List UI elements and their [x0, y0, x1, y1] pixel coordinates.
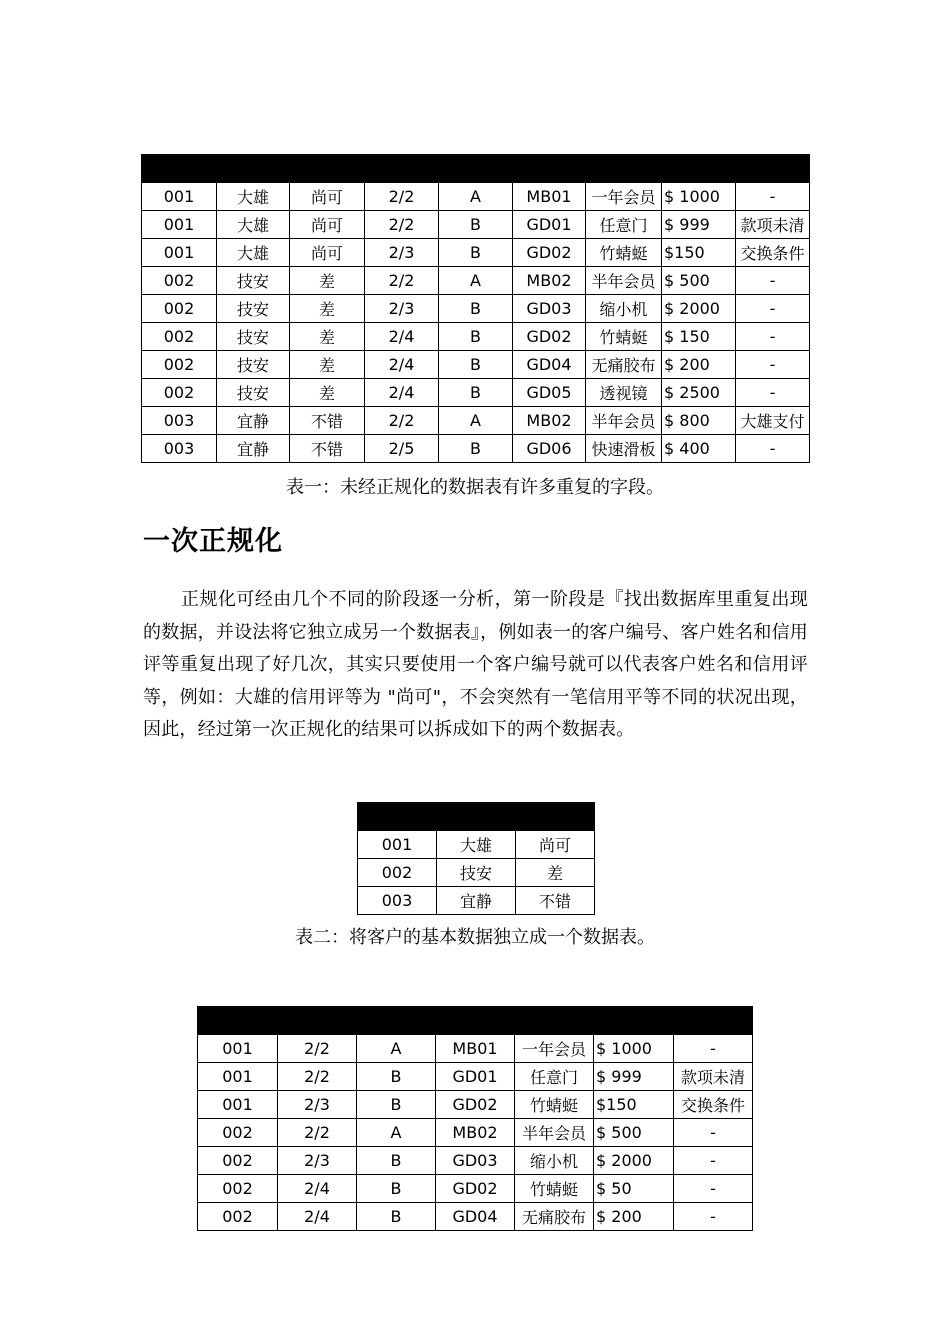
table-cell: B — [439, 295, 513, 323]
table-row — [142, 435, 810, 463]
section-paragraph: 正规化可经由几个不同的阶段逐一分析，第一阶段是『找出数据库里重复出现的数据，并设法将它独立成另一个数据表』，例如表一的客户编号、客户姓名和信用评等重复出现了好几次，其实只要使用一个客户编号就可以代表客户姓名和信用评等，例如：大雄的信用评等为 "尚可"，不会突然有一笔信用平等不同的状况出现，因此，经过第一次正规化的结果可以拆成如下的两个数据表。 — [143, 589, 808, 741]
table-cell: - — [736, 435, 810, 463]
table-cell: 技安 — [217, 351, 290, 379]
table-cell: - — [736, 323, 810, 351]
table-cell: 尚可 — [290, 183, 365, 211]
table-cell: 尚可 — [290, 239, 365, 267]
table-cell: 002 — [142, 267, 217, 295]
table-header — [142, 155, 810, 183]
header-cell — [142, 155, 217, 183]
table-cell: 001 — [142, 183, 217, 211]
table-cell: 2/3 — [365, 239, 439, 267]
table-row — [198, 1203, 753, 1231]
table-cell: 2/4 — [278, 1203, 357, 1231]
table-cell: 不错 — [516, 887, 595, 915]
table-cell: 001 — [358, 831, 437, 859]
table-cell: 大雄 — [217, 239, 290, 267]
table-cell: 款项未清 — [674, 1063, 753, 1091]
table-cell: GD02 — [513, 323, 586, 351]
table-row — [142, 351, 810, 379]
table-cell: 款项未清 — [736, 211, 810, 239]
table-cell: 竹蜻蜓 — [515, 1091, 594, 1119]
table-cell: 002 — [198, 1119, 278, 1147]
table-customers — [357, 802, 595, 915]
table-cell: 宜静 — [217, 407, 290, 435]
table-cell: GD06 — [513, 435, 586, 463]
table-cell: 技安 — [437, 859, 516, 887]
table-cell: - — [674, 1147, 753, 1175]
table-cell: MB02 — [513, 407, 586, 435]
table-cell: 003 — [142, 407, 217, 435]
table-cell: 交换条件 — [674, 1091, 753, 1119]
table-cell: $ 999 — [594, 1063, 674, 1091]
table-cell: - — [674, 1203, 753, 1231]
table-cell: B — [439, 379, 513, 407]
table-cell: 差 — [516, 859, 595, 887]
table-cell: B — [357, 1147, 436, 1175]
table-cell: 2/2 — [278, 1035, 357, 1063]
table-row — [142, 239, 810, 267]
table-cell: $ 50 — [594, 1175, 674, 1203]
table-cell: 2/2 — [365, 267, 439, 295]
table-row — [142, 211, 810, 239]
table-cell: 002 — [142, 351, 217, 379]
header-cell — [586, 155, 662, 183]
table-cell: $ 200 — [662, 351, 736, 379]
table-cell: 差 — [290, 267, 365, 295]
table-cell: $150 — [662, 239, 736, 267]
table-cell: 技安 — [217, 267, 290, 295]
table-cell: 尚可 — [516, 831, 595, 859]
table-cell: 宜静 — [437, 887, 516, 915]
table-cell: $ 800 — [662, 407, 736, 435]
table-cell: 2/5 — [365, 435, 439, 463]
table-cell: GD04 — [436, 1203, 515, 1231]
table-cell: 差 — [290, 351, 365, 379]
table-cell: 交换条件 — [736, 239, 810, 267]
header-cell — [357, 1007, 436, 1035]
table-cell: $150 — [594, 1091, 674, 1119]
table-cell: 不错 — [290, 435, 365, 463]
table-cell: 002 — [198, 1203, 278, 1231]
table-cell: 无痛胶布 — [515, 1203, 594, 1231]
section-title: 一次正规化 — [143, 526, 283, 557]
table-cell: - — [674, 1175, 753, 1203]
table-cell: 差 — [290, 295, 365, 323]
table-cell: 001 — [142, 211, 217, 239]
table-cell: GD04 — [513, 351, 586, 379]
table-row — [142, 407, 810, 435]
table2-caption: 表二：将客户的基本数据独立成一个数据表。 — [295, 927, 655, 948]
table-cell: $ 200 — [594, 1203, 674, 1231]
table-row — [142, 267, 810, 295]
table-cell: 002 — [142, 323, 217, 351]
table-cell: - — [736, 295, 810, 323]
table-row — [198, 1147, 753, 1175]
table-cell: 技安 — [217, 323, 290, 351]
table-cell: 002 — [198, 1175, 278, 1203]
header-cell — [674, 1007, 753, 1035]
table-cell: A — [439, 267, 513, 295]
table-cell: - — [736, 351, 810, 379]
table-cell: 2/3 — [278, 1091, 357, 1119]
table-cell: 大雄支付 — [736, 407, 810, 435]
header-cell — [436, 1007, 515, 1035]
table-cell: 大雄 — [217, 183, 290, 211]
header-cell — [662, 155, 736, 183]
table-cell: $ 400 — [662, 435, 736, 463]
table-cell: A — [357, 1035, 436, 1063]
table-cell: 半年会员 — [586, 407, 662, 435]
table-cell: 任意门 — [586, 211, 662, 239]
table-cell: 002 — [198, 1147, 278, 1175]
table-cell: 2/2 — [278, 1063, 357, 1091]
header-cell — [198, 1007, 278, 1035]
table-cell: MB01 — [513, 183, 586, 211]
table-cell: A — [439, 407, 513, 435]
header-cell — [515, 1007, 594, 1035]
table-cell: GD01 — [513, 211, 586, 239]
table-cell: $ 2000 — [594, 1147, 674, 1175]
table-row — [198, 1091, 753, 1119]
table-cell: - — [736, 379, 810, 407]
table-cell: 2/2 — [365, 407, 439, 435]
header-cell — [439, 155, 513, 183]
table-cell: GD03 — [436, 1147, 515, 1175]
table-cell: GD02 — [436, 1091, 515, 1119]
table-cell: 2/2 — [365, 211, 439, 239]
table-cell: 竹蜻蜓 — [586, 323, 662, 351]
table-cell: 半年会员 — [515, 1119, 594, 1147]
header-cell — [516, 803, 595, 831]
table-cell: GD02 — [513, 239, 586, 267]
table-cell: 2/4 — [278, 1175, 357, 1203]
table-row — [358, 859, 595, 887]
table-cell: GD05 — [513, 379, 586, 407]
table-cell: 大雄 — [217, 211, 290, 239]
table-cell: 任意门 — [515, 1063, 594, 1091]
table-cell: 尚可 — [290, 211, 365, 239]
table-cell: 缩小机 — [586, 295, 662, 323]
table-cell: B — [439, 323, 513, 351]
table-orders-split — [197, 1006, 753, 1231]
table-cell: 2/2 — [365, 183, 439, 211]
header-cell — [217, 155, 290, 183]
table-cell: 缩小机 — [515, 1147, 594, 1175]
table-row — [142, 295, 810, 323]
table-row — [198, 1063, 753, 1091]
table-cell: B — [357, 1063, 436, 1091]
table-cell: 002 — [142, 379, 217, 407]
table-cell: 2/4 — [365, 323, 439, 351]
table-cell: 001 — [198, 1035, 278, 1063]
table-cell: $ 1000 — [594, 1035, 674, 1063]
table-cell: 一年会员 — [586, 183, 662, 211]
table-row — [198, 1175, 753, 1203]
table-row — [358, 887, 595, 915]
table-cell: GD03 — [513, 295, 586, 323]
table-cell: 2/3 — [278, 1147, 357, 1175]
table-cell: A — [439, 183, 513, 211]
table-cell: 002 — [142, 295, 217, 323]
table-cell: 2/2 — [278, 1119, 357, 1147]
table-cell: $ 500 — [594, 1119, 674, 1147]
table-cell: B — [439, 351, 513, 379]
table-cell: 竹蜻蜓 — [515, 1175, 594, 1203]
table-cell: B — [439, 239, 513, 267]
table-cell: 差 — [290, 323, 365, 351]
table-row — [198, 1035, 753, 1063]
table1-caption: 表一：未经正规化的数据表有许多重复的字段。 — [286, 477, 664, 498]
table-cell: - — [674, 1119, 753, 1147]
table-cell: 快速滑板 — [586, 435, 662, 463]
table-cell: $ 2500 — [662, 379, 736, 407]
header-cell — [594, 1007, 674, 1035]
table-cell: 002 — [358, 859, 437, 887]
header-cell — [358, 803, 437, 831]
table-cell: 技安 — [217, 379, 290, 407]
table-cell: - — [736, 183, 810, 211]
table-cell: 竹蜻蜓 — [586, 239, 662, 267]
table-cell: $ 2000 — [662, 295, 736, 323]
table-cell: 2/3 — [365, 295, 439, 323]
table-cell: GD02 — [436, 1175, 515, 1203]
header-cell — [365, 155, 439, 183]
table-cell: - — [674, 1035, 753, 1063]
table-cell: B — [357, 1203, 436, 1231]
table-cell: 2/4 — [365, 351, 439, 379]
table-cell: B — [357, 1091, 436, 1119]
table-cell: 001 — [198, 1063, 278, 1091]
header-cell — [736, 155, 810, 183]
table-cell: GD01 — [436, 1063, 515, 1091]
table-cell: 2/4 — [365, 379, 439, 407]
table-cell: 001 — [198, 1091, 278, 1119]
table-cell: - — [736, 267, 810, 295]
table-cell: 003 — [142, 435, 217, 463]
table-cell: 半年会员 — [586, 267, 662, 295]
header-cell — [290, 155, 365, 183]
table-cell: B — [439, 435, 513, 463]
table-row — [198, 1119, 753, 1147]
table-cell: 003 — [358, 887, 437, 915]
table-row — [142, 183, 810, 211]
table-cell: 无痛胶布 — [586, 351, 662, 379]
table-cell: 不错 — [290, 407, 365, 435]
table-cell: 透视镜 — [586, 379, 662, 407]
table-cell: 宜静 — [217, 435, 290, 463]
table-cell: $ 1000 — [662, 183, 736, 211]
table-row — [142, 379, 810, 407]
table-cell: MB02 — [436, 1119, 515, 1147]
table-cell: A — [357, 1119, 436, 1147]
header-cell — [278, 1007, 357, 1035]
table-cell: $ 999 — [662, 211, 736, 239]
table-cell: MB02 — [513, 267, 586, 295]
table-cell: 技安 — [217, 295, 290, 323]
table-cell: 差 — [290, 379, 365, 407]
table-cell: 一年会员 — [515, 1035, 594, 1063]
table-cell: 大雄 — [437, 831, 516, 859]
table-cell: $ 500 — [662, 267, 736, 295]
table-cell: 001 — [142, 239, 217, 267]
table-row — [358, 831, 595, 859]
table-header — [198, 1007, 753, 1035]
table-cell: B — [439, 211, 513, 239]
header-cell — [437, 803, 516, 831]
table-orders-unnormalized — [141, 154, 810, 463]
table-cell: $ 150 — [662, 323, 736, 351]
table-cell: B — [357, 1175, 436, 1203]
table-header — [358, 803, 595, 831]
table-cell: MB01 — [436, 1035, 515, 1063]
header-cell — [513, 155, 586, 183]
table-row — [142, 323, 810, 351]
